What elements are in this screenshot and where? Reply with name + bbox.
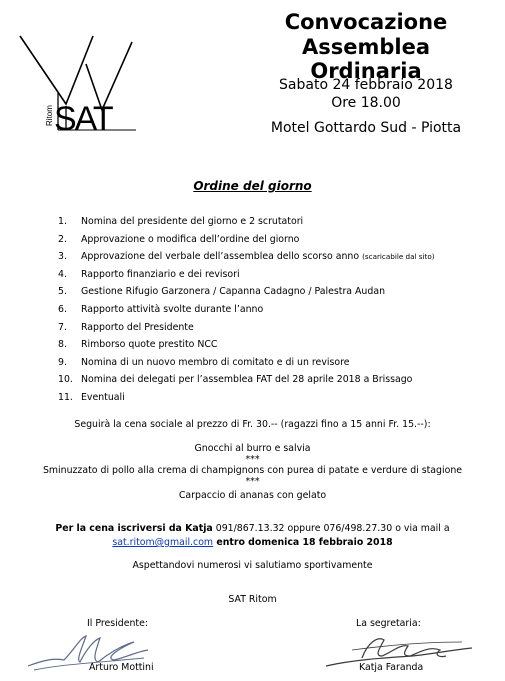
title-line-1: Convocazione: [284, 10, 448, 34]
agenda-item-text: Nomina del presidente del giorno e 2 scrutatori: [81, 216, 304, 227]
organization-name: SAT Ritom: [228, 594, 277, 605]
agenda-item-3: [0, 248, 505, 266]
menu-course-1: Gnocchi al burro e salvia: [194, 443, 311, 454]
registration-contact: 091/867.13.32 oppure 076/498.27.30 o via mail a: [212, 523, 450, 534]
agenda-list: [0, 213, 505, 407]
registration-deadline: entro domenica 18 febbraio 2018: [213, 537, 393, 548]
agenda-item-note: (scaricabile dal sito): [362, 252, 435, 262]
logo-mountain-left: [20, 36, 93, 104]
president-role: Il Presidente:: [87, 618, 149, 629]
agenda-item-10: [0, 371, 505, 389]
agenda-item-text: Nomina di un nuovo membro di comitato e di un revisore: [81, 356, 350, 368]
logo-sat-text: SAT: [54, 100, 112, 138]
secretary-role: La segretaria:: [356, 618, 421, 629]
email-link[interactable]: sat.ritom@gmail.com: [112, 537, 214, 548]
agenda-item-text: Nomina dei delegati per l’assemblea FAT del 28 aprile 2018 a Brissago: [81, 374, 413, 386]
secretary-name: Katja Faranda: [359, 662, 424, 673]
agenda-item-7: [0, 319, 505, 337]
menu-separator: ***: [245, 454, 260, 465]
agenda-item-text: Rapporto attività svolte durante l’anno: [81, 303, 264, 315]
menu-course-3: Carpaccio di ananas con gelato: [178, 490, 327, 501]
menu-separator: ***: [245, 476, 260, 487]
agenda-item-6: [0, 301, 505, 319]
agenda-item-text: Gestione Rifugio Garzonera / Capanna Cadagno / Palestra Audan: [81, 286, 386, 298]
logo-ritom-text: Ritom: [45, 105, 54, 126]
agenda-item-1: [0, 213, 505, 231]
agenda-item-number: 6.: [58, 303, 67, 315]
closing-greeting: Aspettandovi numerosi vi salutiamo sportivamente: [132, 560, 373, 571]
agenda-item-9: [0, 354, 505, 372]
agenda-item-text: Rapporto finanziario e dei revisori: [81, 268, 240, 280]
agenda-item-text: Rapporto del Presidente: [81, 321, 194, 333]
menu-course-2: Sminuzzato di pollo alla crema di champignons con purea di patate e verdure di stagione: [42, 465, 463, 476]
meeting-time: Ore 18.00: [331, 95, 401, 111]
agenda-item-text: Eventuali: [81, 391, 125, 403]
registration-line: [0, 523, 505, 534]
registration-prefix: Per la cena iscriversi da Katja: [55, 523, 213, 534]
agenda-item-text: Rimborso quote prestito NCC: [81, 339, 218, 351]
agenda-item-text: Approvazione o modifica dell’ordine del giorno: [81, 233, 300, 245]
dinner-intro: Seguirà la cena sociale al prezzo di Fr. 30.-- (ragazzi fino a 15 anni Fr. 15.--):: [74, 419, 431, 430]
title-line-2: Assemblea Ordinaria: [301, 35, 431, 83]
agenda-item-number: 10.: [58, 374, 73, 386]
agenda-item-number: 1.: [58, 216, 67, 227]
meeting-location: Motel Gottardo Sud - Piotta: [270, 120, 462, 136]
agenda-item-number: 4.: [58, 268, 67, 280]
agenda-item-number: 9.: [58, 356, 67, 368]
agenda-item-number: 8.: [58, 339, 67, 351]
agenda-item-8: [0, 336, 505, 354]
agenda-item-2: [0, 231, 505, 249]
agenda-item-number: 3.: [58, 251, 67, 263]
agenda-item-number: 11.: [58, 391, 73, 403]
agenda-item-number: 7.: [58, 321, 67, 333]
agenda-title: Ordine del giorno: [193, 179, 312, 193]
agenda-item-11: [0, 389, 505, 407]
agenda-item-4: [0, 266, 505, 284]
president-name: Arturo Mottini: [89, 662, 154, 673]
agenda-item-text: Approvazione del verbale dell’assemblea dello scorso anno: [81, 251, 360, 263]
agenda-item-5: [0, 283, 505, 301]
registration-email-line: [0, 537, 505, 548]
agenda-item-number: 5.: [58, 286, 67, 298]
sat-ritom-logo: [18, 26, 148, 146]
meeting-date: Sabato 24 febbraio 2018: [279, 77, 453, 93]
agenda-item-number: 2.: [58, 233, 67, 245]
